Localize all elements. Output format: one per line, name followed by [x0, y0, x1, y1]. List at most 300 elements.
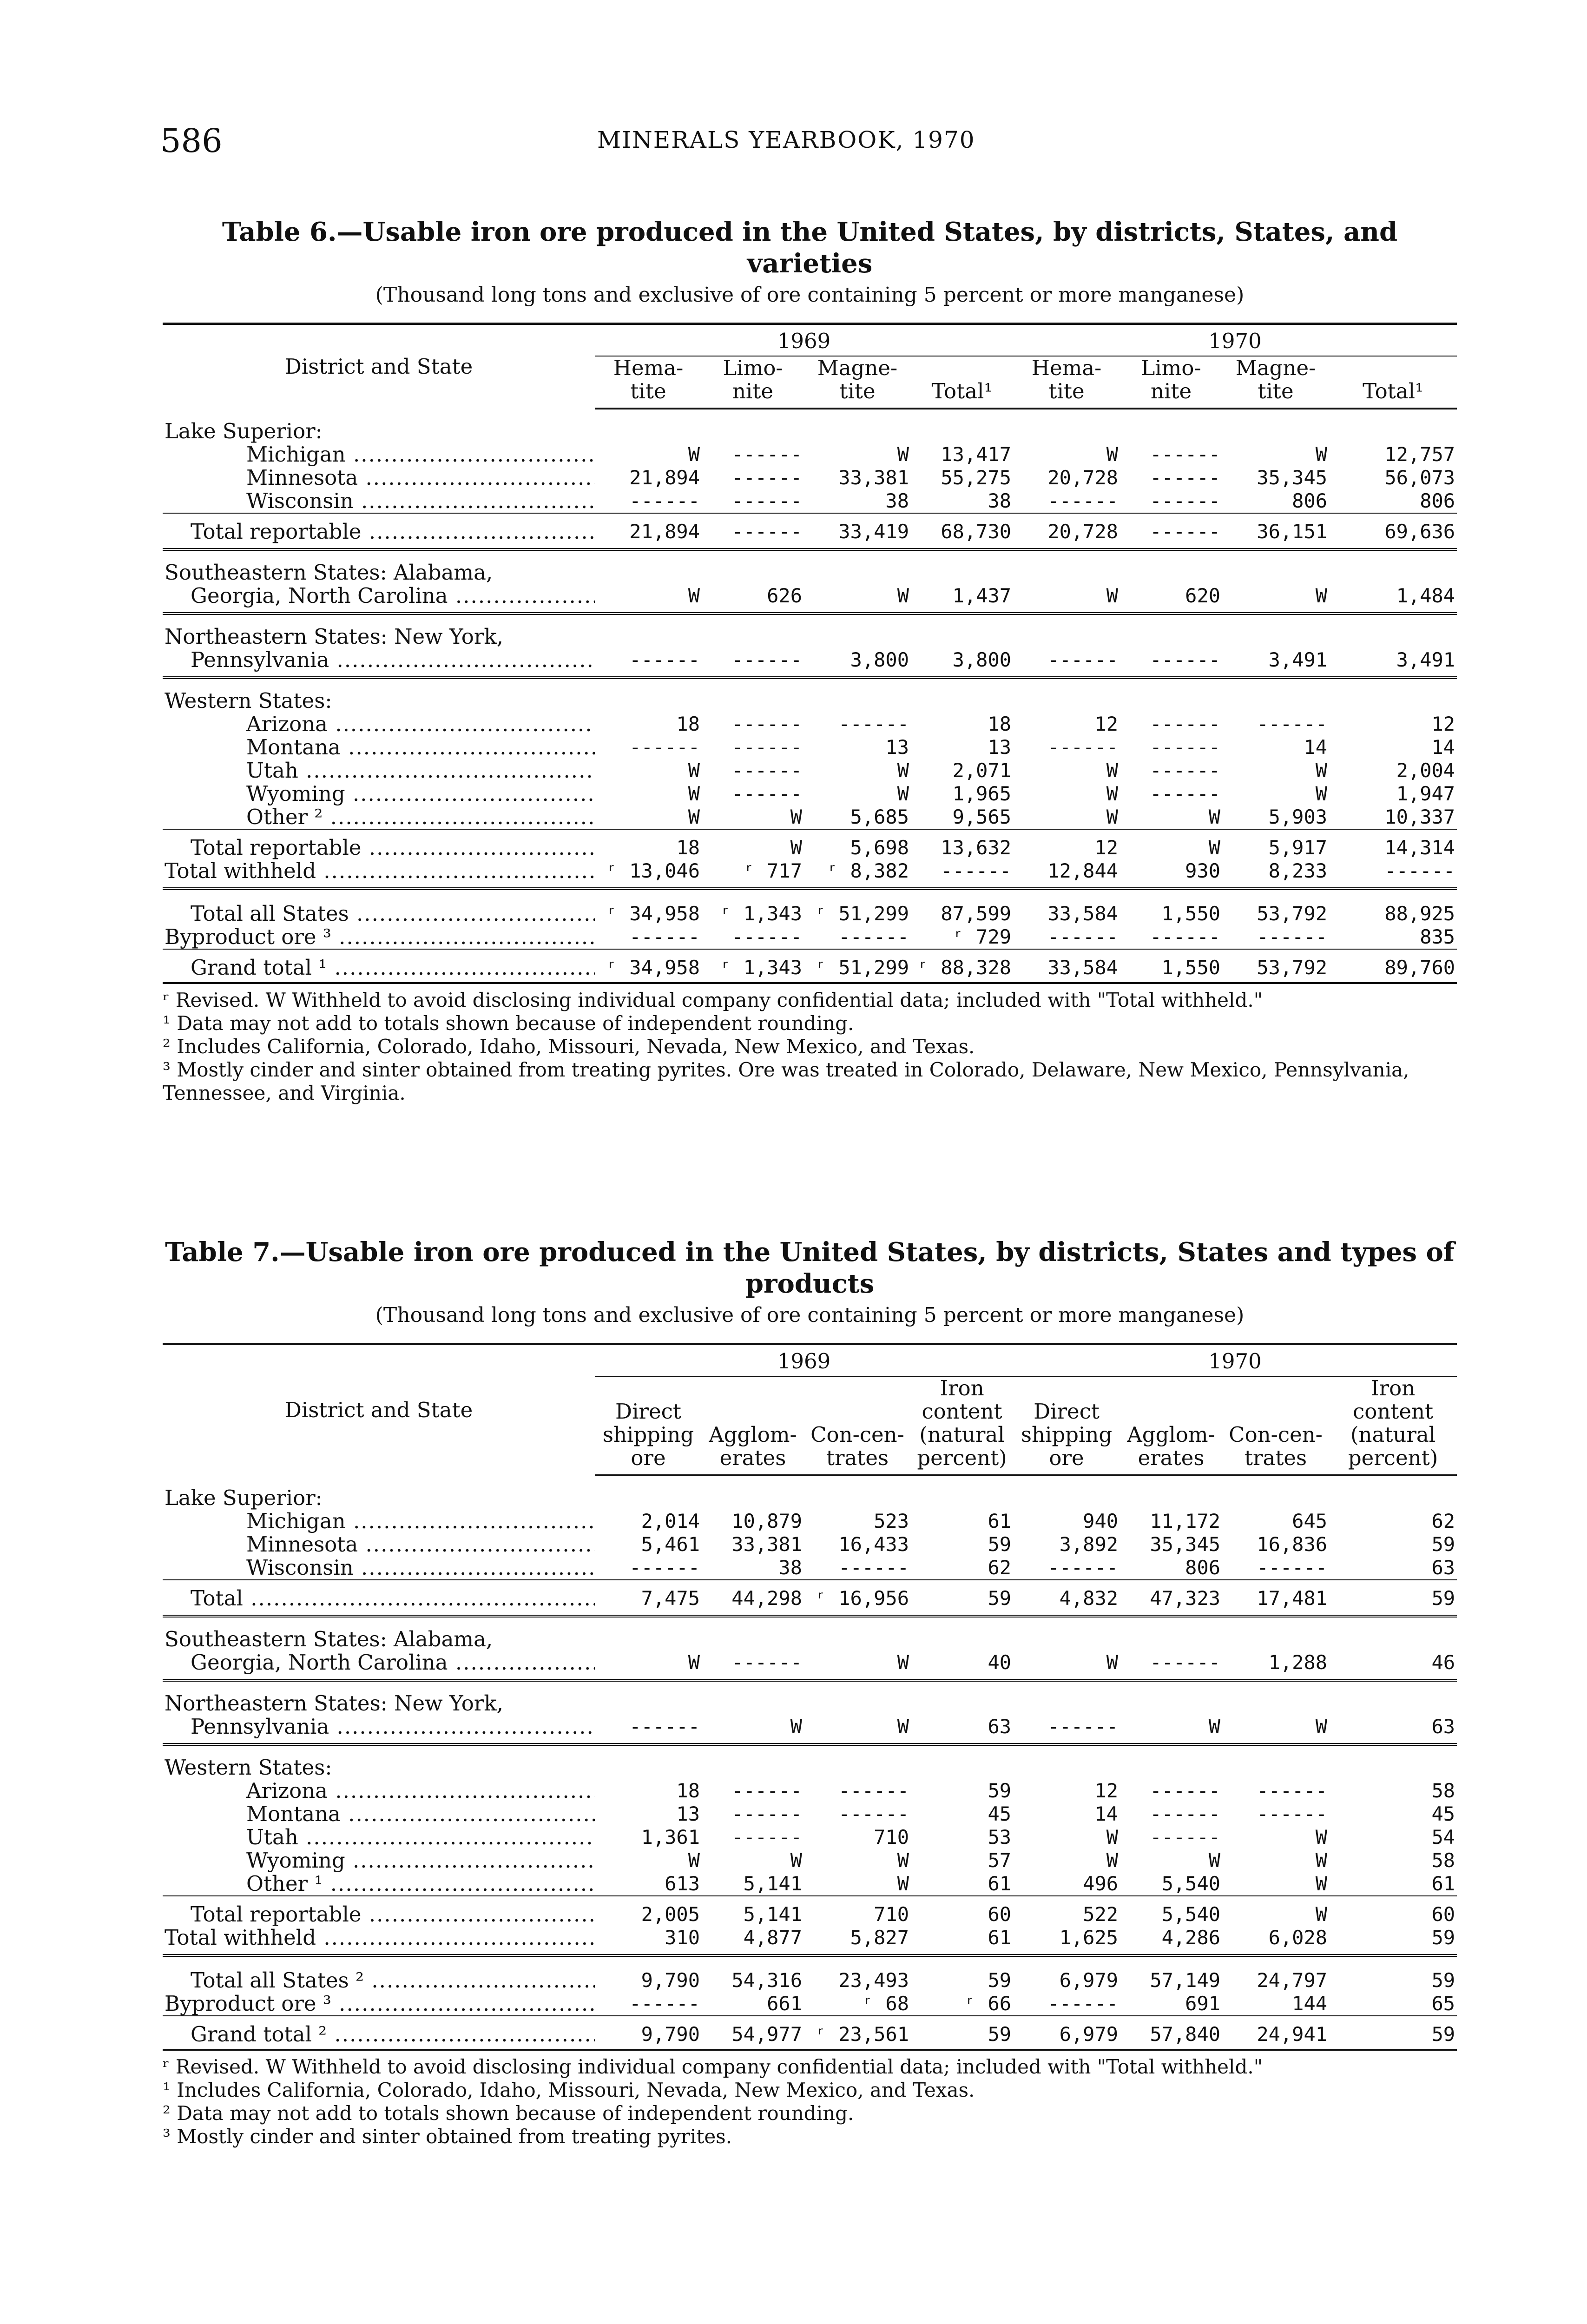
row-label: Total reportable ..... — [163, 513, 595, 549]
col-header: Direct shipping ore — [1013, 1376, 1120, 1475]
table-cell: ------ — [629, 925, 700, 948]
table-cell: 35,345 — [1150, 1533, 1221, 1556]
table-row — [163, 513, 1457, 549]
table-cell: 33,381 — [838, 466, 909, 489]
table-cell: ʳ 717 — [702, 859, 804, 889]
table-cell: W — [1106, 759, 1119, 782]
table-cell: W — [790, 805, 802, 828]
table-cell: ------ — [731, 782, 802, 805]
table-cell: 12 — [1094, 713, 1119, 735]
row-label: Georgia, North Carolina ..... — [163, 584, 595, 614]
table-cell: ʳ 68 — [862, 1992, 909, 2015]
row-label: Byproduct ore ³ ..... — [163, 1992, 595, 2016]
col-header: Con-cen-trates — [804, 1376, 911, 1475]
col-header: Magne-tite — [1222, 356, 1329, 409]
table-cell: 21,894 — [595, 513, 702, 549]
section-heading-row — [163, 614, 1457, 648]
table-cell: ------ — [629, 1992, 700, 2015]
col-header: Iron content (natural percent) — [911, 1376, 1013, 1475]
table-cell: ------ — [731, 443, 802, 466]
col-header: Con-cen-trates — [1222, 1376, 1329, 1475]
table-cell: W — [688, 782, 700, 805]
table-cell: 13 — [676, 1802, 700, 1825]
table-cell: 36,151 — [1222, 513, 1329, 549]
table-row — [163, 466, 1457, 489]
table-cell: 59 — [1329, 1926, 1457, 1955]
row-label: Wyoming ..... — [163, 1849, 595, 1872]
table-cell: 18 — [676, 1779, 700, 1802]
table-cell: 53,792 — [1222, 949, 1329, 983]
table-cell: 59 — [988, 1779, 1012, 1802]
table-cell: 59 — [1329, 2016, 1457, 2050]
table-cell: 62 — [1431, 1510, 1455, 1532]
table-cell: 13 — [885, 736, 909, 759]
table-row — [163, 1533, 1457, 1556]
table-cell: ------ — [838, 1802, 909, 1825]
table-row — [163, 782, 1457, 805]
table-cell: ------ — [1047, 736, 1119, 759]
table-cell: ------ — [731, 736, 802, 759]
table-row — [163, 584, 1457, 614]
row-label: Total all States ..... — [163, 889, 595, 925]
table-cell: 33,584 — [1047, 902, 1119, 925]
table-cell: ------ — [1150, 1826, 1221, 1849]
table-cell: 20,728 — [1013, 513, 1120, 549]
table-row — [163, 1802, 1457, 1826]
table-cell: 6,979 — [1013, 2016, 1120, 2050]
table-cell: 9,790 — [641, 1969, 700, 1992]
table-cell: ------ — [1257, 925, 1328, 948]
table-cell: 2,014 — [641, 1510, 700, 1532]
table-cell: 33,381 — [731, 1533, 802, 1556]
table-cell: 710 — [804, 1896, 911, 1926]
table-cell: 13,632 — [911, 829, 1013, 859]
table-subtitle: (Thousand long tons and exclusive of ore containing 5 percent or more manganese) — [375, 1303, 1245, 1327]
table-cell: 18 — [676, 713, 700, 735]
row-label: Montana ..... — [163, 736, 595, 759]
table-row — [163, 648, 1457, 678]
table-cell: ------ — [1257, 1802, 1328, 1825]
table-cell: 12 — [1094, 1779, 1119, 1802]
table-cell: W — [1222, 584, 1329, 614]
col-header: Hema-tite — [1013, 356, 1120, 409]
section-heading-row — [163, 409, 1457, 443]
section-heading-row — [163, 549, 1457, 584]
table-cell: 61 — [1431, 1872, 1455, 1895]
table-cell: 33,419 — [804, 513, 911, 549]
col-header: Magne-tite — [804, 356, 911, 409]
table-cell: W — [897, 782, 909, 805]
table-cell: 3,800 — [804, 648, 911, 678]
footnote: ¹ Data may not add to totals shown because of independent rounding. — [163, 1012, 854, 1035]
table-cell: 57,149 — [1150, 1969, 1221, 1992]
table-cell: ------ — [629, 736, 700, 759]
table-cell: 88,925 — [1384, 902, 1455, 925]
table-cell: ------ — [702, 648, 804, 678]
table-row — [163, 829, 1457, 859]
table-cell: ------ — [1120, 648, 1222, 678]
table-cell: 45 — [988, 1802, 1012, 1825]
table-cell: ------ — [595, 1715, 702, 1744]
table-cell: 18 — [595, 829, 702, 859]
year-header-1970: 1970 — [1013, 1344, 1457, 1377]
table-cell: 1,550 — [1120, 949, 1222, 983]
table-cell: ------ — [1120, 513, 1222, 549]
section-heading: Northeastern States: New York, — [165, 624, 503, 649]
table-cell: 53 — [988, 1826, 1012, 1849]
table-cell: W — [702, 829, 804, 859]
table-cell: 23,493 — [838, 1969, 909, 1992]
table-cell: W — [1315, 1826, 1328, 1849]
table-cell: ------ — [1257, 713, 1328, 735]
table-cell: 57,840 — [1120, 2016, 1222, 2050]
table-cell: 940 — [1083, 1510, 1119, 1532]
table-cell: ------ — [1150, 1779, 1221, 1802]
row-label: Utah ..... — [163, 759, 595, 782]
row-label: Wisconsin ..... — [163, 489, 595, 513]
table-cell: ʳ 1,343 — [719, 902, 802, 925]
section-heading: Western States: — [165, 1755, 332, 1780]
table-cell: 12 — [1431, 713, 1455, 735]
table-cell: ʳ 66 — [964, 1992, 1012, 2015]
section-heading: Lake Superior: — [165, 419, 323, 443]
col-header: Total¹ — [911, 356, 1013, 409]
footnote: ³ Mostly cinder and sinter obtained from treating pyrites. — [163, 2125, 732, 2148]
table-body — [163, 1475, 1457, 2050]
table-cell: 38 — [885, 489, 909, 512]
col-header: Agglom-erates — [1120, 1376, 1222, 1475]
table-cell: 3,491 — [1329, 648, 1457, 678]
table-row — [163, 859, 1457, 889]
table-cell: 60 — [911, 1896, 1013, 1926]
table-cell: 5,903 — [1268, 805, 1328, 828]
table-cell: 12,757 — [1384, 443, 1455, 466]
table-6 — [163, 216, 1457, 1105]
col-header: Iron content (natural percent) — [1329, 1376, 1457, 1475]
table-cell: W — [595, 584, 702, 614]
table-row — [163, 1872, 1457, 1896]
table-cell: ------ — [1150, 713, 1221, 735]
row-label: Michigan ..... — [163, 443, 595, 466]
table-cell: W — [1222, 1715, 1329, 1744]
row-label: Arizona ..... — [163, 1779, 595, 1802]
table-cell: 523 — [874, 1510, 909, 1532]
col-header: Limo-nite — [1120, 356, 1222, 409]
table-cell: 5,141 — [743, 1872, 802, 1895]
table-cell: 59 — [1431, 1533, 1455, 1556]
table-row — [163, 949, 1457, 983]
table-cell: 10,879 — [731, 1510, 802, 1532]
table-cell: 5,141 — [702, 1896, 804, 1926]
table-cell: 645 — [1292, 1510, 1328, 1532]
footnote: ʳ Revised. W Withheld to avoid disclosing individual company confidential data; included with "Total withheld." — [163, 989, 1263, 1011]
row-label: Total withheld ..... — [163, 859, 595, 889]
table-cell: 16,836 — [1257, 1533, 1328, 1556]
table-cell: ʳ 51,299 — [804, 949, 911, 983]
table-row — [163, 1510, 1457, 1533]
table-row — [163, 1715, 1457, 1744]
table-cell: 2,071 — [952, 759, 1012, 782]
table-cell: 5,685 — [850, 805, 909, 828]
footnotes — [163, 2055, 1457, 2148]
table-cell: 59 — [911, 2016, 1013, 2050]
row-label: Arizona ..... — [163, 713, 595, 736]
row-label: Georgia, North Carolina ..... — [163, 1651, 595, 1680]
table-cell: W — [1106, 782, 1119, 805]
table-cell: ------ — [1150, 736, 1221, 759]
table-cell: 691 — [1185, 1992, 1221, 2015]
table-cell: 33,584 — [1013, 949, 1120, 983]
row-label: Total all States ² ..... — [163, 1955, 595, 1992]
table-cell: ------ — [911, 859, 1013, 889]
table-cell: ------ — [838, 1779, 909, 1802]
table-cell: ʳ 34,958 — [606, 902, 700, 925]
year-header-1969: 1969 — [595, 324, 1013, 357]
table-cell: W — [1013, 1651, 1120, 1680]
table-row — [163, 925, 1457, 949]
table-cell: ------ — [1150, 759, 1221, 782]
table-cell: 65 — [1431, 1992, 1455, 2015]
table-subtitle: (Thousand long tons and exclusive of ore containing 5 percent or more manganese) — [375, 283, 1245, 307]
table-cell: ------ — [731, 1826, 802, 1849]
table-cell: 20,728 — [1047, 466, 1119, 489]
table-cell: W — [1315, 443, 1328, 466]
table-cell: 4,832 — [1013, 1580, 1120, 1616]
table-cell: 44,298 — [702, 1580, 804, 1616]
table-cell: ------ — [1257, 1779, 1328, 1802]
table-cell: 59 — [988, 1533, 1012, 1556]
table-cell: 63 — [911, 1715, 1013, 1744]
table-cell: 11,172 — [1150, 1510, 1221, 1532]
year-header-1969: 1969 — [595, 1344, 1013, 1377]
table-cell: 626 — [702, 584, 804, 614]
table-cell: ʳ 729 — [952, 925, 1012, 948]
table-cell: W — [790, 1849, 802, 1872]
row-label: Michigan ..... — [163, 1510, 595, 1533]
table-cell: W — [1106, 805, 1119, 828]
table-cell: 17,481 — [1222, 1580, 1329, 1616]
table-cell: 5,698 — [804, 829, 911, 859]
table-cell: ------ — [731, 466, 802, 489]
table-cell: 4,877 — [702, 1926, 804, 1955]
table-cell: 2,004 — [1396, 759, 1455, 782]
table-cell: 806 — [1420, 489, 1455, 512]
table-cell: 69,636 — [1329, 513, 1457, 549]
table-cell: 5,540 — [1120, 1896, 1222, 1926]
table-row — [163, 713, 1457, 736]
table-cell: ------ — [1150, 443, 1221, 466]
table-cell: W — [688, 759, 700, 782]
row-label: Other ² ..... — [163, 805, 595, 829]
table-row — [163, 1826, 1457, 1849]
table-cell: 144 — [1292, 1992, 1328, 2015]
table-cell: ------ — [731, 1802, 802, 1825]
table-cell: ------ — [731, 1779, 802, 1802]
section-heading-row — [163, 678, 1457, 713]
table-row — [163, 1926, 1457, 1955]
table-cell: 63 — [1329, 1715, 1457, 1744]
table-cell: 12 — [1013, 829, 1120, 859]
table-cell: 16,433 — [838, 1533, 909, 1556]
table-cell: 13,417 — [941, 443, 1012, 466]
table-cell: 59 — [1329, 1580, 1457, 1616]
table-cell: W — [804, 1715, 911, 1744]
table-row — [163, 1651, 1457, 1680]
table-cell: 1,288 — [1222, 1651, 1329, 1680]
table-cell: ʳ 23,561 — [804, 2016, 911, 2050]
table-cell: 14,314 — [1329, 829, 1457, 859]
table-cell: W — [1106, 443, 1119, 466]
footnotes — [163, 989, 1457, 1105]
table-cell: ʳ 13,046 — [595, 859, 702, 889]
table-cell: 806 — [1185, 1556, 1221, 1579]
table-cell: 1,550 — [1161, 902, 1221, 925]
table-cell: ʳ 34,958 — [595, 949, 702, 983]
col-header: Agglom-erates — [702, 1376, 804, 1475]
table-cell: 59 — [988, 1969, 1012, 1992]
table-cell: 710 — [874, 1826, 909, 1849]
table-cell: W — [1208, 1849, 1221, 1872]
table-cell: ------ — [1047, 1992, 1119, 2015]
table-cell: 1,947 — [1396, 782, 1455, 805]
page-number: 586 — [160, 122, 223, 160]
table-cell: 1,965 — [952, 782, 1012, 805]
table-cell: ------ — [731, 713, 802, 735]
table-row — [163, 1896, 1457, 1926]
table-cell: 3,800 — [911, 648, 1013, 678]
table-cell: ------ — [1013, 648, 1120, 678]
table-cell: ------ — [838, 1556, 909, 1579]
table-row — [163, 489, 1457, 513]
table-cell: ------ — [1047, 489, 1119, 512]
table-cell: ------ — [1329, 859, 1457, 889]
table-cell: 58 — [1431, 1779, 1455, 1802]
table-cell: 12,844 — [1013, 859, 1120, 889]
table-cell: 1,484 — [1329, 584, 1457, 614]
row-label: Total withheld ..... — [163, 1926, 595, 1955]
footnote: ʳ Revised. W Withheld to avoid disclosing individual company confidential data; included with "Total withheld." — [163, 2055, 1263, 2078]
table-row — [163, 759, 1457, 782]
table-cell: ------ — [838, 713, 909, 735]
table-cell: 930 — [1120, 859, 1222, 889]
table-cell: 613 — [665, 1872, 700, 1895]
table-cell: W — [702, 1715, 804, 1744]
table-cell: ------ — [1120, 1651, 1222, 1680]
table-row — [163, 889, 1457, 925]
table-cell: 38 — [988, 489, 1012, 512]
table-cell: 61 — [988, 1872, 1012, 1895]
table-cell: ------ — [731, 759, 802, 782]
stub-header: District and State — [163, 1344, 595, 1476]
table-cell: ------ — [838, 925, 909, 948]
table-cell: 59 — [1431, 1969, 1455, 1992]
row-label: Minnesota ..... — [163, 466, 595, 489]
row-label: Utah ..... — [163, 1826, 595, 1849]
footnote: ² Data may not add to totals shown because of independent rounding. — [163, 2102, 854, 2125]
table-cell: 1,625 — [1013, 1926, 1120, 1955]
table-cell: W — [1013, 584, 1120, 614]
table-cell: 24,941 — [1222, 2016, 1329, 2050]
footnote: ² Includes California, Colorado, Idaho, Missouri, Nevada, New Mexico, and Texas. — [163, 1035, 975, 1058]
table-cell: 14 — [1094, 1802, 1119, 1825]
section-heading-row — [163, 1744, 1457, 1779]
table-cell: 46 — [1329, 1651, 1457, 1680]
table-cell: 14 — [1304, 736, 1328, 759]
table-cell: ------ — [1013, 1715, 1120, 1744]
table-cell: W — [1106, 1849, 1119, 1872]
table-cell: 310 — [595, 1926, 702, 1955]
table-cell: W — [1315, 782, 1328, 805]
row-label: Other ¹ ..... — [163, 1872, 595, 1896]
table-cell: 6,979 — [1059, 1969, 1119, 1992]
table-cell: 5,461 — [641, 1533, 700, 1556]
table-cell: W — [1315, 1849, 1328, 1872]
section-heading: Western States: — [165, 688, 332, 713]
table-cell: 63 — [1431, 1556, 1455, 1579]
table-cell: ------ — [629, 1556, 700, 1579]
table-cell: ʳ 16,956 — [804, 1580, 911, 1616]
table-row — [163, 1580, 1457, 1616]
table-cell: 4,286 — [1120, 1926, 1222, 1955]
table-cell: 5,827 — [804, 1926, 911, 1955]
table-cell: 9,790 — [595, 2016, 702, 2050]
table-cell: 45 — [1431, 1802, 1455, 1825]
table-cell: W — [688, 1849, 700, 1872]
table-cell: ------ — [1047, 1556, 1119, 1579]
table-cell: ------ — [702, 513, 804, 549]
table-cell: ------ — [595, 648, 702, 678]
table-cell: 806 — [1292, 489, 1328, 512]
table-cell: 18 — [988, 713, 1012, 735]
table-cell: ------ — [702, 1651, 804, 1680]
row-label: Pennsylvania ..... — [163, 1715, 595, 1744]
section-heading-row — [163, 1616, 1457, 1651]
table-cell: 58 — [1431, 1849, 1455, 1872]
table-row — [163, 443, 1457, 466]
table-cell: 8,233 — [1222, 859, 1329, 889]
table-7 — [163, 1236, 1457, 2148]
col-header: Limo-nite — [702, 356, 804, 409]
table-cell: 3,491 — [1222, 648, 1329, 678]
table-cell: 61 — [988, 1510, 1012, 1532]
table-cell: 35,345 — [1257, 466, 1328, 489]
data-table — [163, 1343, 1457, 2051]
section-heading-row — [163, 1475, 1457, 1510]
row-label: Byproduct ore ³ ..... — [163, 925, 595, 949]
table-cell: ------ — [1150, 466, 1221, 489]
table-cell: W — [688, 805, 700, 828]
table-cell: W — [897, 1849, 909, 1872]
table-row — [163, 805, 1457, 829]
table-cell: W — [804, 1651, 911, 1680]
table-cell: 47,323 — [1120, 1580, 1222, 1616]
table-cell: 1,437 — [911, 584, 1013, 614]
table-cell: 3,892 — [1059, 1533, 1119, 1556]
table-cell: W — [1222, 1896, 1329, 1926]
section-heading: Northeastern States: New York, — [165, 1691, 503, 1716]
table-cell: 59 — [911, 1580, 1013, 1616]
section-heading-row — [163, 1680, 1457, 1715]
table-row — [163, 1556, 1457, 1580]
table-cell: W — [897, 443, 909, 466]
table-cell: 2,005 — [595, 1896, 702, 1926]
table-cell: 14 — [1431, 736, 1455, 759]
table-cell: 68,730 — [911, 513, 1013, 549]
stub-header: District and State — [163, 324, 595, 409]
table-cell: W — [897, 1872, 909, 1895]
table-cell: 53,792 — [1257, 902, 1328, 925]
table-cell: 835 — [1420, 925, 1455, 948]
